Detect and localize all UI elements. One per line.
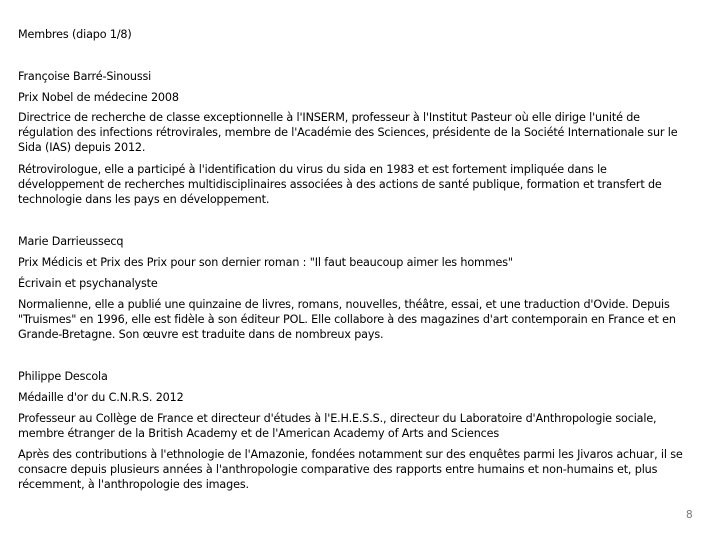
member-award: Prix Médicis et Prix des Prix pour son dernier roman : "Il faut beaucoup aimer les hommes" — [18, 256, 513, 269]
slide — [18, 0, 693, 540]
slide-title: Membres (diapo 1/8) — [18, 28, 132, 41]
page-number: 8 — [686, 509, 693, 521]
member-role: Écrivain et psychanalyste — [18, 277, 158, 290]
member-bio: Normalienne, elle a publié une quinzaine de livres, romans, nouvelles, théâtre, essai, et une traduction d'Ovide. Depuis "Truismes" en 1996, elle est fidèle à son éditeur POL. Elle collabore à des magazines d'art contemporain en France et en Grande-Bretagne. Son œuvre est traduite dans de nombreux pays. — [18, 298, 676, 341]
member-role: Professeur au Collège de France et directeur d'études à l'E.H.E.S.S., directeur du Laboratoire d'Anthropologie sociale, membre étranger de la British Academy et de l'American Academy of Arts and Sciences — [18, 412, 657, 440]
member-role: Directrice de recherche de classe exceptionnelle à l'INSERM, professeur à l'Institut Pasteur où elle dirige l'unité de régulation des infections rétrovirales, membre de l'Académie des Sciences, présidente de la Société Internationale sur le Sida (IAS) depuis 2012. — [18, 111, 678, 154]
member-bio: Après des contributions à l'ethnologie de l'Amazonie, fondées notamment sur des enquêtes parmi les Jivaros achuar, il se consacre depuis plusieurs années à l'anthropologie comparative des rapports entre humains et non-humains et, plus récemment, à l'anthropologie des images. — [18, 448, 683, 491]
member-name: Françoise Barré-Sinoussi — [18, 70, 152, 83]
member-bio: Rétrovirologue, elle a participé à l'identification du virus du sida en 1983 et est fortement impliquée dans le développement de recherches multidisciplinaires associées à des actions de santé publique, formation et transfert de technologie dans les pays en développement. — [18, 163, 662, 206]
member-name: Marie Darrieussecq — [18, 235, 124, 248]
member-award: Médaille d'or du C.N.R.S. 2012 — [18, 391, 184, 404]
member-name: Philippe Descola — [18, 370, 108, 383]
member-award: Prix Nobel de médecine 2008 — [18, 91, 179, 104]
